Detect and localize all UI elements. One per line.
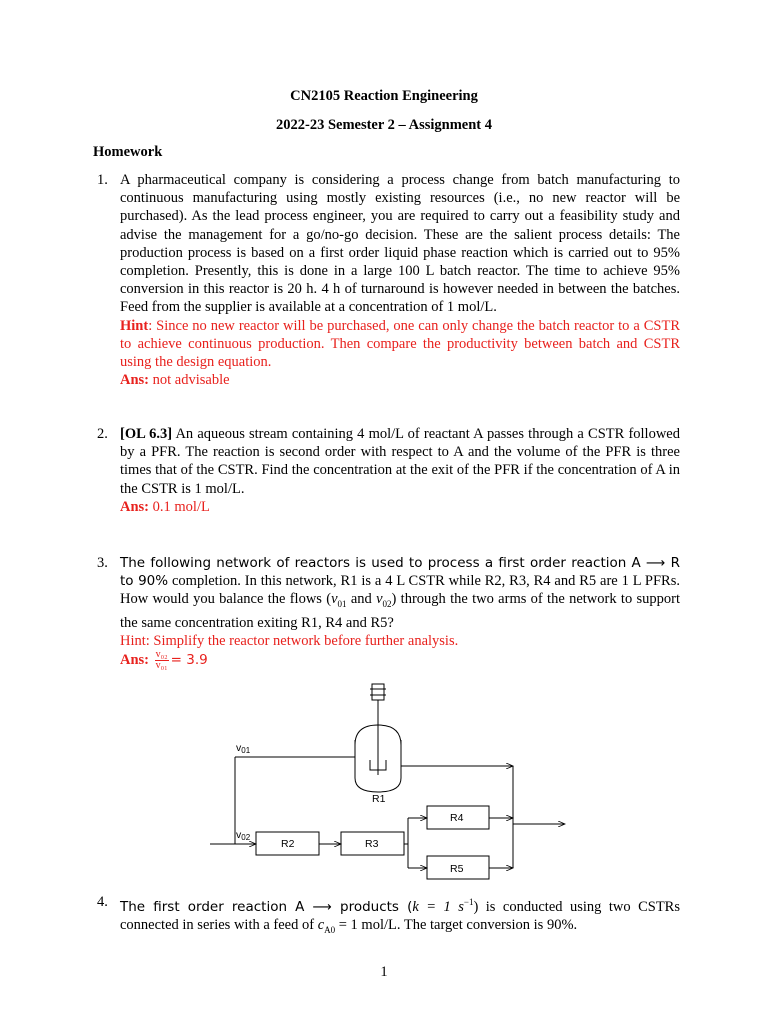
label-r4: R4 bbox=[450, 812, 464, 824]
flow-v02-subscript: 02 bbox=[382, 599, 392, 610]
flow-v01-subscript: 01 bbox=[337, 599, 347, 610]
section-heading: Homework bbox=[93, 144, 163, 160]
label-r1: R1 bbox=[372, 793, 386, 805]
question-text-part1: completion. In this network, R1 is a 4 L CSTR while R2, R3, R4 and R5 are 1 L PFRs. How would you balance the flows ( bbox=[120, 573, 680, 608]
flow-v01-symbol: v bbox=[331, 591, 338, 608]
question-text: A pharmaceutical company is considering a process change from batch manufacturing to continuous manufacturing using mostly existing resources (i.e., no new reactor will be purchased). As the lead process engineer, you are required to carry out a feasibility study and advise the management for a go/no-go decision. These are the salient process details: The production process is based on a first order liquid phase reaction which is carried out to 95% completion. Presently, this is done in a large 100 L batch reactor. The time to achieve 95% conversion in this reactor is 20 h. 4 h of turnaround is however needed in between the batches. Feed from the supplier is available at a concentration of 1 mol/L. bbox=[120, 172, 680, 316]
question-number: 4. bbox=[97, 894, 108, 910]
question-number: 3. bbox=[97, 555, 108, 571]
question-reference: [OL 6.3] bbox=[120, 426, 173, 442]
question-number: 2. bbox=[97, 426, 108, 442]
answer-label: Ans: bbox=[120, 498, 150, 515]
answer-value: = 3.9 bbox=[170, 651, 208, 668]
assignment-title: 2022-23 Semester 2 – Assignment 4 bbox=[275, 117, 492, 133]
fraction-numerator: v₀₂ bbox=[155, 648, 168, 660]
page-number: 1 bbox=[380, 964, 388, 980]
label-v02: v02 bbox=[236, 829, 251, 842]
question-text-line1: The following network of reactors is used to process a first order reaction A ⟶ R to 90% bbox=[120, 555, 680, 590]
question-number: 1. bbox=[97, 172, 108, 188]
fraction-denominator: v₀₁ bbox=[155, 659, 168, 671]
question-text-part2: and bbox=[346, 591, 377, 608]
rate-constant: k = 1 s bbox=[412, 898, 464, 915]
question-text-part3: ) through the two arms of the network to support the same concentration exiting R1, R4 and R5? bbox=[120, 591, 680, 631]
label-v01: v01 bbox=[236, 742, 251, 755]
rate-constant-exponent: −1 bbox=[463, 897, 474, 907]
question-text-part3: = 1 mol/L. The target conversion is 90%. bbox=[335, 917, 578, 934]
hint-text: : Since no new reactor will be purchased, one can only change the batch reactor to a CSTR to achieve continuous production. Then compare the productivity between batch and CSTR using the design equation. bbox=[120, 317, 680, 371]
feed-concentration-subscript: A0 bbox=[324, 924, 336, 935]
hint-label: Hint bbox=[120, 317, 149, 334]
question-text: An aqueous stream containing 4 mol/L of reactant A passes through a CSTR followed by a PFR. The reaction is second order with respect to A and the volume of the PFR is three times that of the CSTR. Find the concentration at the exit of the PFR if the concentration of A in the CSTR is 1 mol/L. bbox=[120, 426, 680, 497]
question-text-part1: The first order reaction A ⟶ products ( bbox=[120, 898, 413, 915]
flow-v02-symbol: v bbox=[376, 591, 383, 608]
hint-text: Hint: Simplify the reactor network before further analysis. bbox=[120, 632, 459, 649]
answer-label: Ans: bbox=[120, 651, 150, 668]
label-r5: R5 bbox=[450, 863, 464, 875]
answer-text: not advisable bbox=[149, 372, 230, 389]
course-title: CN2105 Reaction Engineering bbox=[290, 88, 478, 104]
feed-concentration-symbol: c bbox=[317, 917, 325, 934]
answer-label: Ans: bbox=[120, 372, 150, 389]
label-r3: R3 bbox=[365, 838, 379, 850]
question-text-part2: ) is conducted using two CSTRs connected in series with a feed of bbox=[120, 898, 680, 934]
question-body bbox=[120, 893, 680, 939]
answer-text: 0.1 mol/L bbox=[149, 498, 210, 515]
label-r2: R2 bbox=[281, 838, 295, 850]
stirrer-motor-icon bbox=[372, 684, 384, 700]
